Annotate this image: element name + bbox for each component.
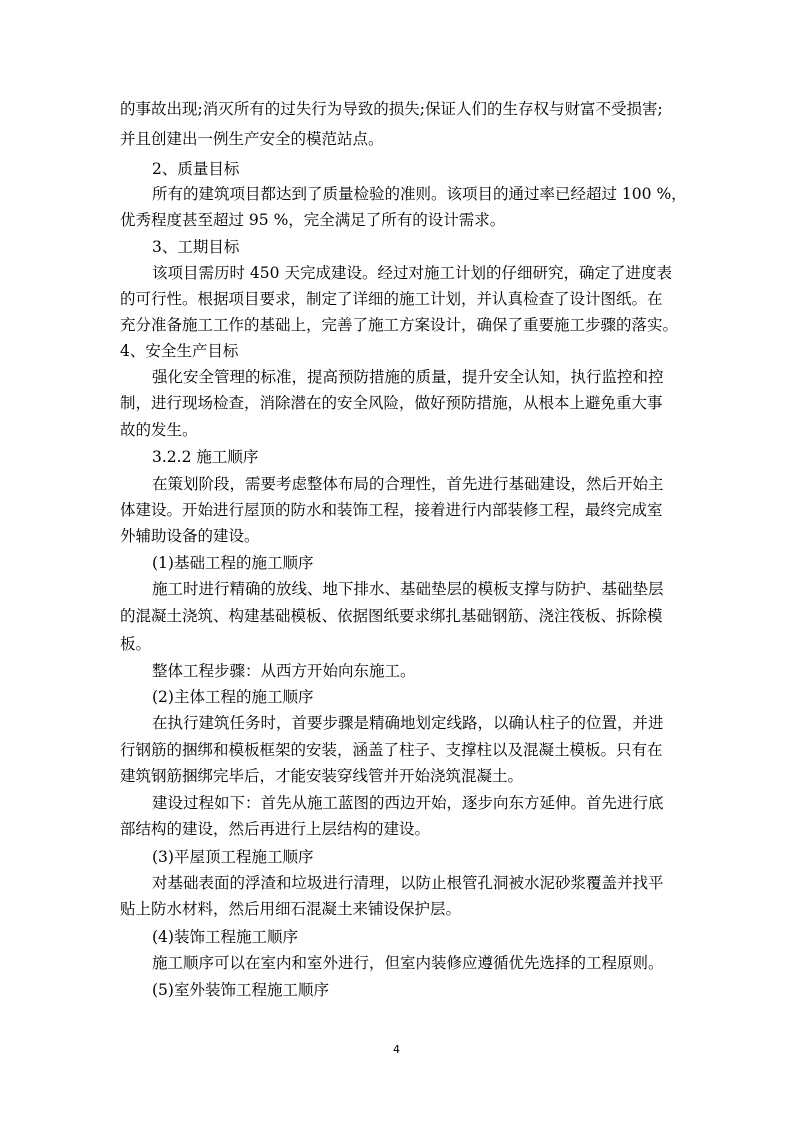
body-text-line: 并且创建出一例生产安全的模范站点。 <box>120 130 384 148</box>
body-text-line: 施工时进行精确的放线、地下排水、基础垫层的模板支撑与防护、基础垫层 <box>152 580 664 598</box>
body-text-line: 的混凝土浇筑、构建基础模板、依据图纸要求绑扎基础钢筋、浇注筏板、拆除模 <box>120 607 663 625</box>
body-text-line: 行钢筋的捆绑和模板框架的安装，涵盖了柱子、支撑柱以及混凝土模板。只有在 <box>120 741 663 759</box>
body-text-line: 建筑钢筋捆绑完毕后，才能安装穿线管并开始浇筑混凝土。 <box>120 767 524 785</box>
body-text-line: 强化安全管理的标准，提高预防措施的质量，提升安全认知，执行监控和控 <box>152 368 664 386</box>
sub-heading: (2)主体工程的施工顺序 <box>152 688 314 706</box>
section-heading: 4、安全生产目标 <box>120 342 239 360</box>
sub-heading: (5)室外装饰工程施工顺序 <box>152 981 329 999</box>
body-text-line: 该项目需历时 450 天完成建设。经过对施工计划的仔细研究，确定了进度表 <box>152 264 672 282</box>
body-text-line: 体建设。开始进行屋顶的防水和装饰工程，接着进行内部装修工程，最终完成室 <box>120 501 663 519</box>
body-text-line: 在策划阶段，需要考虑整体布局的合理性，首先进行基础建设，然后开始主 <box>152 475 664 493</box>
body-text-line: 对基础表面的浮渣和垃圾进行清理，以防止根管孔洞被水泥砂浆覆盖并找平 <box>152 874 664 892</box>
body-text-line: 贴上防水材料，然后用细石混凝土来铺设保护层。 <box>120 900 462 918</box>
body-text-line: 的事故出现;消灭所有的过失行为导致的损失;保证人们的生存权与财富不受损害; <box>120 100 663 118</box>
sub-heading: (1)基础工程的施工顺序 <box>152 554 314 572</box>
body-text-line: 故的发生。 <box>120 421 198 439</box>
section-heading: 2、质量目标 <box>152 160 240 178</box>
body-text-line: 建设过程如下：首先从施工蓝图的西边开始，逐步向东方延伸。首先进行底 <box>152 794 664 812</box>
body-text-line: 所有的建筑项目都达到了质量检验的准则。该项目的通过率已经超过 100 %， <box>152 185 687 203</box>
body-text-line: 部结构的建设，然后再进行上层结构的建设。 <box>120 820 431 838</box>
sub-heading: (3)平屋顶工程施工顺序 <box>152 848 314 866</box>
sub-heading: (4)装饰工程施工顺序 <box>152 928 298 946</box>
body-text-line: 的可行性。根据项目要求，制定了详细的施工计划，并认真检查了设计图纸。在 <box>120 290 663 308</box>
body-text-line: 制，进行现场检查，消除潜在的安全风险，做好预防措施，从根本上避免重大事 <box>120 394 663 412</box>
body-text-line: 在执行建筑任务时，首要步骤是精确地划定线路，以确认柱子的位置，并进 <box>152 714 664 732</box>
body-text-line: 整体工程步骤：从西方开始向东施工。 <box>152 662 416 680</box>
body-text-line: 外辅助设备的建设。 <box>120 527 260 545</box>
section-heading: 3、工期目标 <box>152 238 240 256</box>
body-text-line: 充分准备施工工作的基础上，完善了施工方案设计，确保了重要施工步骤的落实。 <box>120 316 679 334</box>
page-number: 4 <box>393 1043 400 1056</box>
body-text-line: 施工顺序可以在室内和室外进行，但室内装修应遵循优先选择的工程原则。 <box>152 954 664 972</box>
body-text-line: 优秀程度甚至超过 95 %，完全满足了所有的设计需求。 <box>120 211 506 229</box>
body-text-line: 板。 <box>120 635 152 653</box>
section-heading: 3.2.2 施工顺序 <box>152 448 259 466</box>
